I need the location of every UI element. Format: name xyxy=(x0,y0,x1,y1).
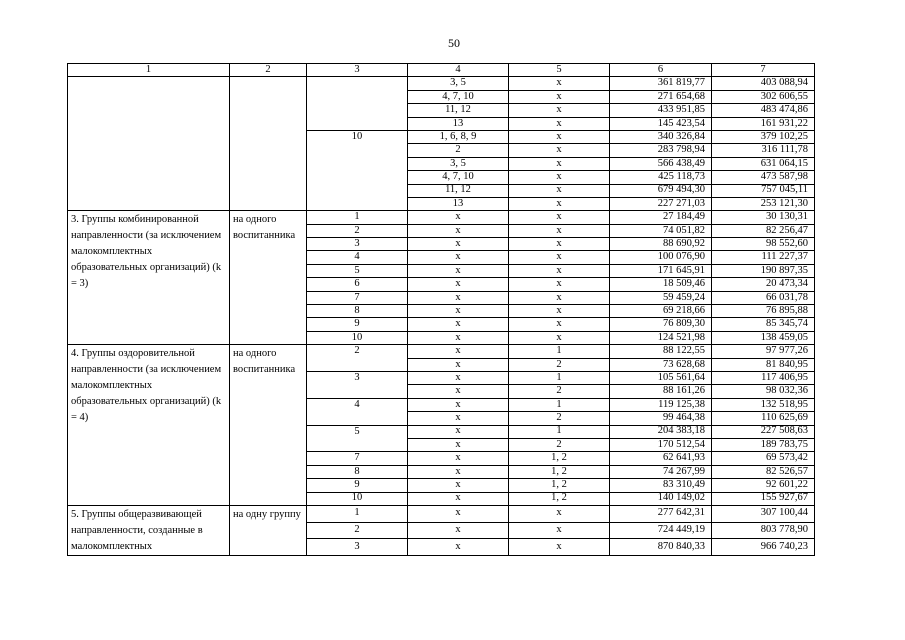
amount-cell: 870 840,33 xyxy=(610,539,712,556)
header-row xyxy=(68,64,815,77)
amount-cell: 155 927,67 xyxy=(712,492,815,505)
table-cell: x xyxy=(509,197,610,210)
continued-unit-cell xyxy=(230,77,307,211)
table-cell: 2 xyxy=(307,224,408,237)
table-cell: x xyxy=(509,278,610,291)
table-cell: x xyxy=(509,291,610,304)
table-cell: 2 xyxy=(408,144,509,157)
table-cell: x xyxy=(509,305,610,318)
amount-cell: 76 895,88 xyxy=(712,305,815,318)
table-cell: x xyxy=(408,522,509,539)
amount-cell: 97 977,26 xyxy=(712,345,815,358)
group-name-cell: 5. Группы общеразвивающей направленности, созданные в малокомплектных xyxy=(68,505,230,555)
amount-cell: 76 809,30 xyxy=(610,318,712,331)
amount-cell: 99 464,38 xyxy=(610,412,712,425)
amount-cell: 20 473,34 xyxy=(712,278,815,291)
table-cell: x xyxy=(408,331,509,344)
column-header: 1 xyxy=(68,64,230,77)
table-cell: 1 xyxy=(509,345,610,358)
table-cell: 3, 5 xyxy=(408,157,509,170)
amount-cell: 85 345,74 xyxy=(712,318,815,331)
amount-cell: 679 494,30 xyxy=(610,184,712,197)
table-cell: x xyxy=(509,224,610,237)
table-cell: x xyxy=(408,345,509,358)
amount-cell: 277 642,31 xyxy=(610,505,712,522)
amount-cell: 803 778,90 xyxy=(712,522,815,539)
amount-cell: 433 951,85 xyxy=(610,104,712,117)
amount-cell: 100 076,90 xyxy=(610,251,712,264)
table-cell: x xyxy=(408,291,509,304)
table-cell: x xyxy=(509,157,610,170)
table-cell: x xyxy=(408,371,509,384)
amount-cell: 73 628,68 xyxy=(610,358,712,371)
amount-cell: 307 100,44 xyxy=(712,505,815,522)
amount-cell: 161 931,22 xyxy=(712,117,815,130)
table-cell: x xyxy=(408,492,509,505)
amount-cell: 204 383,18 xyxy=(610,425,712,438)
table-cell: x xyxy=(408,264,509,277)
table-cell: x xyxy=(408,479,509,492)
table-cell: x xyxy=(509,318,610,331)
amount-cell: 88 122,55 xyxy=(610,345,712,358)
amount-cell: 190 897,35 xyxy=(712,264,815,277)
group-name-cell: 3. Группы комбинированной направленности (за исключением малокомплектных образовательных организаций) (k = 3) xyxy=(68,211,230,345)
table-cell: x xyxy=(509,184,610,197)
amount-cell: 170 512,54 xyxy=(610,438,712,451)
amount-cell: 483 474,86 xyxy=(712,104,815,117)
table-cell: 9 xyxy=(307,318,408,331)
amount-cell: 69 573,42 xyxy=(712,452,815,465)
amount-cell: 88 690,92 xyxy=(610,238,712,251)
table-cell: 9 xyxy=(307,479,408,492)
table-cell: x xyxy=(408,385,509,398)
amount-cell: 631 064,15 xyxy=(712,157,815,170)
table-cell: 11, 12 xyxy=(408,104,509,117)
table-row xyxy=(68,211,815,224)
amount-cell: 110 625,69 xyxy=(712,412,815,425)
amount-cell: 227 508,63 xyxy=(712,425,815,438)
amount-cell: 74 267,99 xyxy=(610,465,712,478)
table-cell: 1, 6, 8, 9 xyxy=(408,130,509,143)
table-cell: 1, 2 xyxy=(509,479,610,492)
col3-cell: 10 xyxy=(307,130,408,210)
col3-cell: 4 xyxy=(307,398,408,425)
amount-cell: 283 798,94 xyxy=(610,144,712,157)
amount-cell: 145 423,54 xyxy=(610,117,712,130)
group-unit-cell: на одного воспитанника xyxy=(230,345,307,506)
amount-cell: 403 088,94 xyxy=(712,77,815,90)
amount-cell: 302 606,55 xyxy=(712,90,815,103)
table-cell: 1 xyxy=(509,425,610,438)
amount-cell: 18 509,46 xyxy=(610,278,712,291)
amount-cell: 425 118,73 xyxy=(610,171,712,184)
table-cell: 1, 2 xyxy=(509,452,610,465)
col3-cell: 3 xyxy=(307,371,408,398)
amount-cell: 253 121,30 xyxy=(712,197,815,210)
table-cell: 8 xyxy=(307,305,408,318)
table-body xyxy=(68,64,815,556)
table-cell: x xyxy=(408,438,509,451)
table-cell: x xyxy=(509,171,610,184)
amount-cell: 316 111,78 xyxy=(712,144,815,157)
column-header: 3 xyxy=(307,64,408,77)
table-cell: x xyxy=(408,412,509,425)
amount-cell: 98 552,60 xyxy=(712,238,815,251)
tariff-table xyxy=(67,63,815,556)
table-cell: 3, 5 xyxy=(408,77,509,90)
table-cell: 4 xyxy=(307,251,408,264)
table-cell: 2 xyxy=(509,385,610,398)
table-cell: x xyxy=(509,90,610,103)
group-name-cell: 4. Группы оздоровительной направленности (за исключением малокомплектных образовательных организаций) (k = 4) xyxy=(68,345,230,506)
amount-cell: 59 459,24 xyxy=(610,291,712,304)
amount-cell: 82 256,47 xyxy=(712,224,815,237)
table-cell: 1, 2 xyxy=(509,492,610,505)
amount-cell: 69 218,66 xyxy=(610,305,712,318)
table-cell: x xyxy=(408,539,509,556)
table-cell: x xyxy=(408,251,509,264)
amount-cell: 138 459,05 xyxy=(712,331,815,344)
amount-cell: 111 227,37 xyxy=(712,251,815,264)
amount-cell: 361 819,77 xyxy=(610,77,712,90)
table-cell: x xyxy=(509,251,610,264)
table-cell: 13 xyxy=(408,197,509,210)
table-cell: x xyxy=(509,211,610,224)
amount-cell: 566 438,49 xyxy=(610,157,712,170)
amount-cell: 27 184,49 xyxy=(610,211,712,224)
amount-cell: 379 102,25 xyxy=(712,130,815,143)
table-cell: 3 xyxy=(307,238,408,251)
col3-cell: 2 xyxy=(307,345,408,372)
amount-cell: 119 125,38 xyxy=(610,398,712,411)
table-cell: 1, 2 xyxy=(509,465,610,478)
table-cell: 7 xyxy=(307,452,408,465)
table-cell: x xyxy=(408,465,509,478)
group-unit-cell: на одну группу xyxy=(230,505,307,555)
amount-cell: 140 149,02 xyxy=(610,492,712,505)
table-cell: 1 xyxy=(509,398,610,411)
table-cell: x xyxy=(509,539,610,556)
table-cell: 1 xyxy=(307,505,408,522)
table-cell: x xyxy=(408,305,509,318)
amount-cell: 171 645,91 xyxy=(610,264,712,277)
table-cell: x xyxy=(509,522,610,539)
table-row xyxy=(68,77,815,90)
table-cell: x xyxy=(509,130,610,143)
table-cell: 3 xyxy=(307,539,408,556)
column-header: 6 xyxy=(610,64,712,77)
amount-cell: 82 526,57 xyxy=(712,465,815,478)
amount-cell: 340 326,84 xyxy=(610,130,712,143)
amount-cell: 98 032,36 xyxy=(712,385,815,398)
amount-cell: 74 051,82 xyxy=(610,224,712,237)
table-cell: 2 xyxy=(509,412,610,425)
amount-cell: 117 406,95 xyxy=(712,371,815,384)
amount-cell: 88 161,26 xyxy=(610,385,712,398)
table-cell: 2 xyxy=(307,522,408,539)
table-cell: x xyxy=(408,452,509,465)
table-cell: x xyxy=(509,77,610,90)
table-cell: 8 xyxy=(307,465,408,478)
amount-cell: 473 587,98 xyxy=(712,171,815,184)
table-cell: x xyxy=(408,238,509,251)
table-cell: x xyxy=(509,117,610,130)
table-cell: x xyxy=(509,104,610,117)
amount-cell: 62 641,93 xyxy=(610,452,712,465)
table-cell: 10 xyxy=(307,492,408,505)
table-cell: x xyxy=(408,224,509,237)
amount-cell: 92 601,22 xyxy=(712,479,815,492)
table-cell: x xyxy=(408,278,509,291)
column-header: 5 xyxy=(509,64,610,77)
table-cell: 10 xyxy=(307,331,408,344)
amount-cell: 132 518,95 xyxy=(712,398,815,411)
amount-cell: 724 449,19 xyxy=(610,522,712,539)
column-header: 4 xyxy=(408,64,509,77)
table-cell: x xyxy=(408,425,509,438)
column-header: 7 xyxy=(712,64,815,77)
table-cell: x xyxy=(509,238,610,251)
table-cell: 1 xyxy=(509,371,610,384)
group-unit-cell: на одного воспитанника xyxy=(230,211,307,345)
table-cell: x xyxy=(408,318,509,331)
continued-col3-cell xyxy=(307,77,408,131)
table-row xyxy=(68,345,815,358)
amount-cell: 227 271,03 xyxy=(610,197,712,210)
amount-cell: 81 840,95 xyxy=(712,358,815,371)
amount-cell: 757 045,11 xyxy=(712,184,815,197)
table-cell: x xyxy=(408,398,509,411)
table-cell: 4, 7, 10 xyxy=(408,90,509,103)
table-cell: 2 xyxy=(509,438,610,451)
continued-name-cell xyxy=(68,77,230,211)
amount-cell: 124 521,98 xyxy=(610,331,712,344)
table-cell: x xyxy=(509,505,610,522)
page-number: 50 xyxy=(448,36,460,50)
table-cell: 6 xyxy=(307,278,408,291)
amount-cell: 189 783,75 xyxy=(712,438,815,451)
table-cell: 5 xyxy=(307,264,408,277)
amount-cell: 66 031,78 xyxy=(712,291,815,304)
amount-cell: 966 740,23 xyxy=(712,539,815,556)
table-cell: 13 xyxy=(408,117,509,130)
table-row xyxy=(68,505,815,522)
amount-cell: 271 654,68 xyxy=(610,90,712,103)
table-cell: x xyxy=(509,264,610,277)
table-cell: 7 xyxy=(307,291,408,304)
table-cell: 11, 12 xyxy=(408,184,509,197)
table-cell: x xyxy=(408,505,509,522)
table-cell: x xyxy=(408,211,509,224)
table-cell: x xyxy=(408,358,509,371)
table-cell: 1 xyxy=(307,211,408,224)
table-cell: 2 xyxy=(509,358,610,371)
col3-cell: 5 xyxy=(307,425,408,452)
table-cell: 4, 7, 10 xyxy=(408,171,509,184)
table-cell: x xyxy=(509,144,610,157)
amount-cell: 30 130,31 xyxy=(712,211,815,224)
table-cell: x xyxy=(509,331,610,344)
amount-cell: 105 561,64 xyxy=(610,371,712,384)
column-header: 2 xyxy=(230,64,307,77)
amount-cell: 83 310,49 xyxy=(610,479,712,492)
